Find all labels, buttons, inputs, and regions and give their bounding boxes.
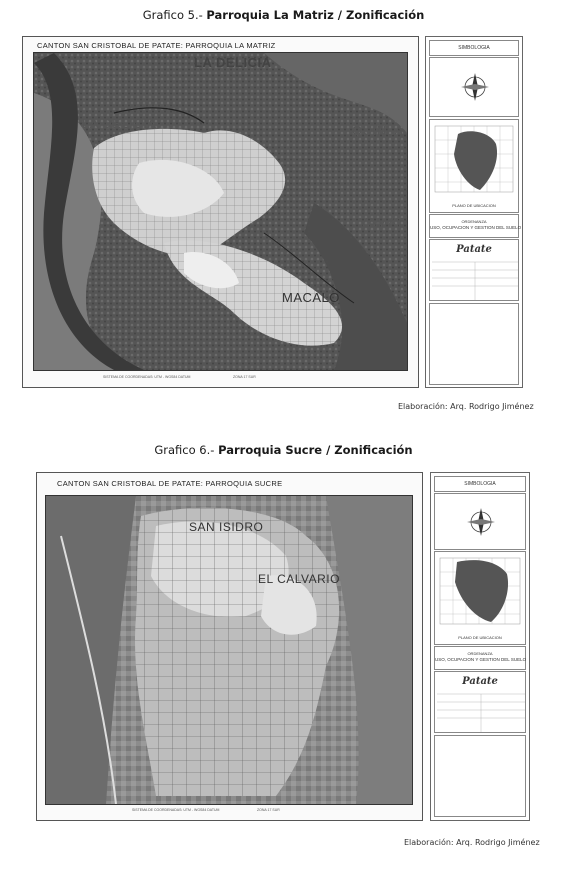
symbology-label: SIMBOLOGIA	[458, 45, 490, 51]
map-title: CANTON SAN CRISTOBAL DE PATATE: PARROQUIA SUCRE	[57, 479, 283, 488]
zone-label-yamat: YAMAT	[359, 215, 405, 230]
caption-prefix: Grafico 6.-	[154, 443, 219, 457]
zone-label-el-calvario: EL CALVARIO	[258, 572, 340, 586]
figure-5-caption	[0, 8, 567, 22]
zone-label-san-isidro: SAN ISIDRO	[189, 520, 264, 534]
map-image-la-matriz	[33, 52, 408, 371]
caption-title: Parroquia Sucre / Zonificación	[218, 443, 413, 457]
location-map-label: PLANO DE UBICACION	[458, 635, 502, 640]
map-image-sucre	[45, 495, 413, 805]
zone-label-macalo: MACALO	[282, 290, 340, 305]
credit-la-matriz: Elaboración: Arq. Rodrigo Jiménez	[398, 402, 534, 411]
symbology-header	[429, 40, 519, 56]
compass-box	[434, 493, 526, 550]
title-block-lines	[435, 672, 527, 732]
symbology-label: SIMBOLOGIA	[464, 481, 496, 487]
ordinance-subtitle: USO, OCUPACION Y GESTION DEL SUELO	[430, 225, 522, 230]
credit-sucre: Elaboración: Arq. Rodrigo Jiménez	[404, 838, 540, 847]
caption-prefix: Grafico 5.-	[142, 8, 207, 22]
ordinance-label: ORDENANZA	[467, 651, 493, 656]
location-map-box	[429, 119, 519, 213]
ordinance-box	[429, 214, 522, 238]
map-sheet-la-matriz	[22, 36, 419, 388]
north-arrow-icon	[435, 494, 527, 549]
zone-label-quinla: QUINLA	[352, 123, 404, 138]
zone-label-la-delicia-north: LA DELICIA	[194, 55, 272, 70]
blank-notes-box	[429, 303, 519, 385]
compass-box	[429, 57, 519, 117]
location-map-image	[435, 552, 527, 634]
logo-box	[434, 671, 526, 733]
location-map-label: PLANO DE UBICACION	[452, 203, 496, 208]
blank-notes-box	[434, 735, 526, 817]
patate-logo: Patate	[456, 244, 492, 255]
symbology-header	[434, 476, 526, 492]
ordinance-label: ORDENANZA	[461, 219, 487, 224]
zone-label-la-delicia-west: LA DELICIA	[82, 116, 157, 131]
map-footer-zone: ZONA 17 SUR	[257, 808, 280, 812]
ordinance-subtitle: USO, OCUPACION Y GESTION DEL SUELO	[435, 657, 527, 662]
patate-logo: Patate	[462, 676, 498, 687]
location-map-image	[430, 120, 520, 202]
legend-panel-sucre	[430, 472, 530, 821]
caption-title: Parroquia La Matriz / Zonificación	[206, 8, 425, 22]
north-arrow-icon	[430, 58, 520, 116]
map-sheet-sucre	[36, 472, 423, 821]
logo-box	[429, 239, 519, 301]
legend-panel-la-matriz	[425, 36, 523, 388]
map-footer-datum: SISTEMA DE COORDENADAS: UTM - WGS84 DATUM	[103, 375, 191, 379]
map-title: CANTON SAN CRISTOBAL DE PATATE: PARROQUIA LA MATRIZ	[37, 41, 276, 50]
ordinance-box	[434, 646, 526, 670]
title-block-lines	[430, 240, 520, 300]
map-footer-zone: ZONA 17 SUR	[233, 375, 256, 379]
figure-6-caption	[0, 443, 567, 457]
location-map-box	[434, 551, 526, 645]
map-footer-datum: SISTEMA DE COORDENADAS: UTM - WGS84 DATUM	[132, 808, 220, 812]
